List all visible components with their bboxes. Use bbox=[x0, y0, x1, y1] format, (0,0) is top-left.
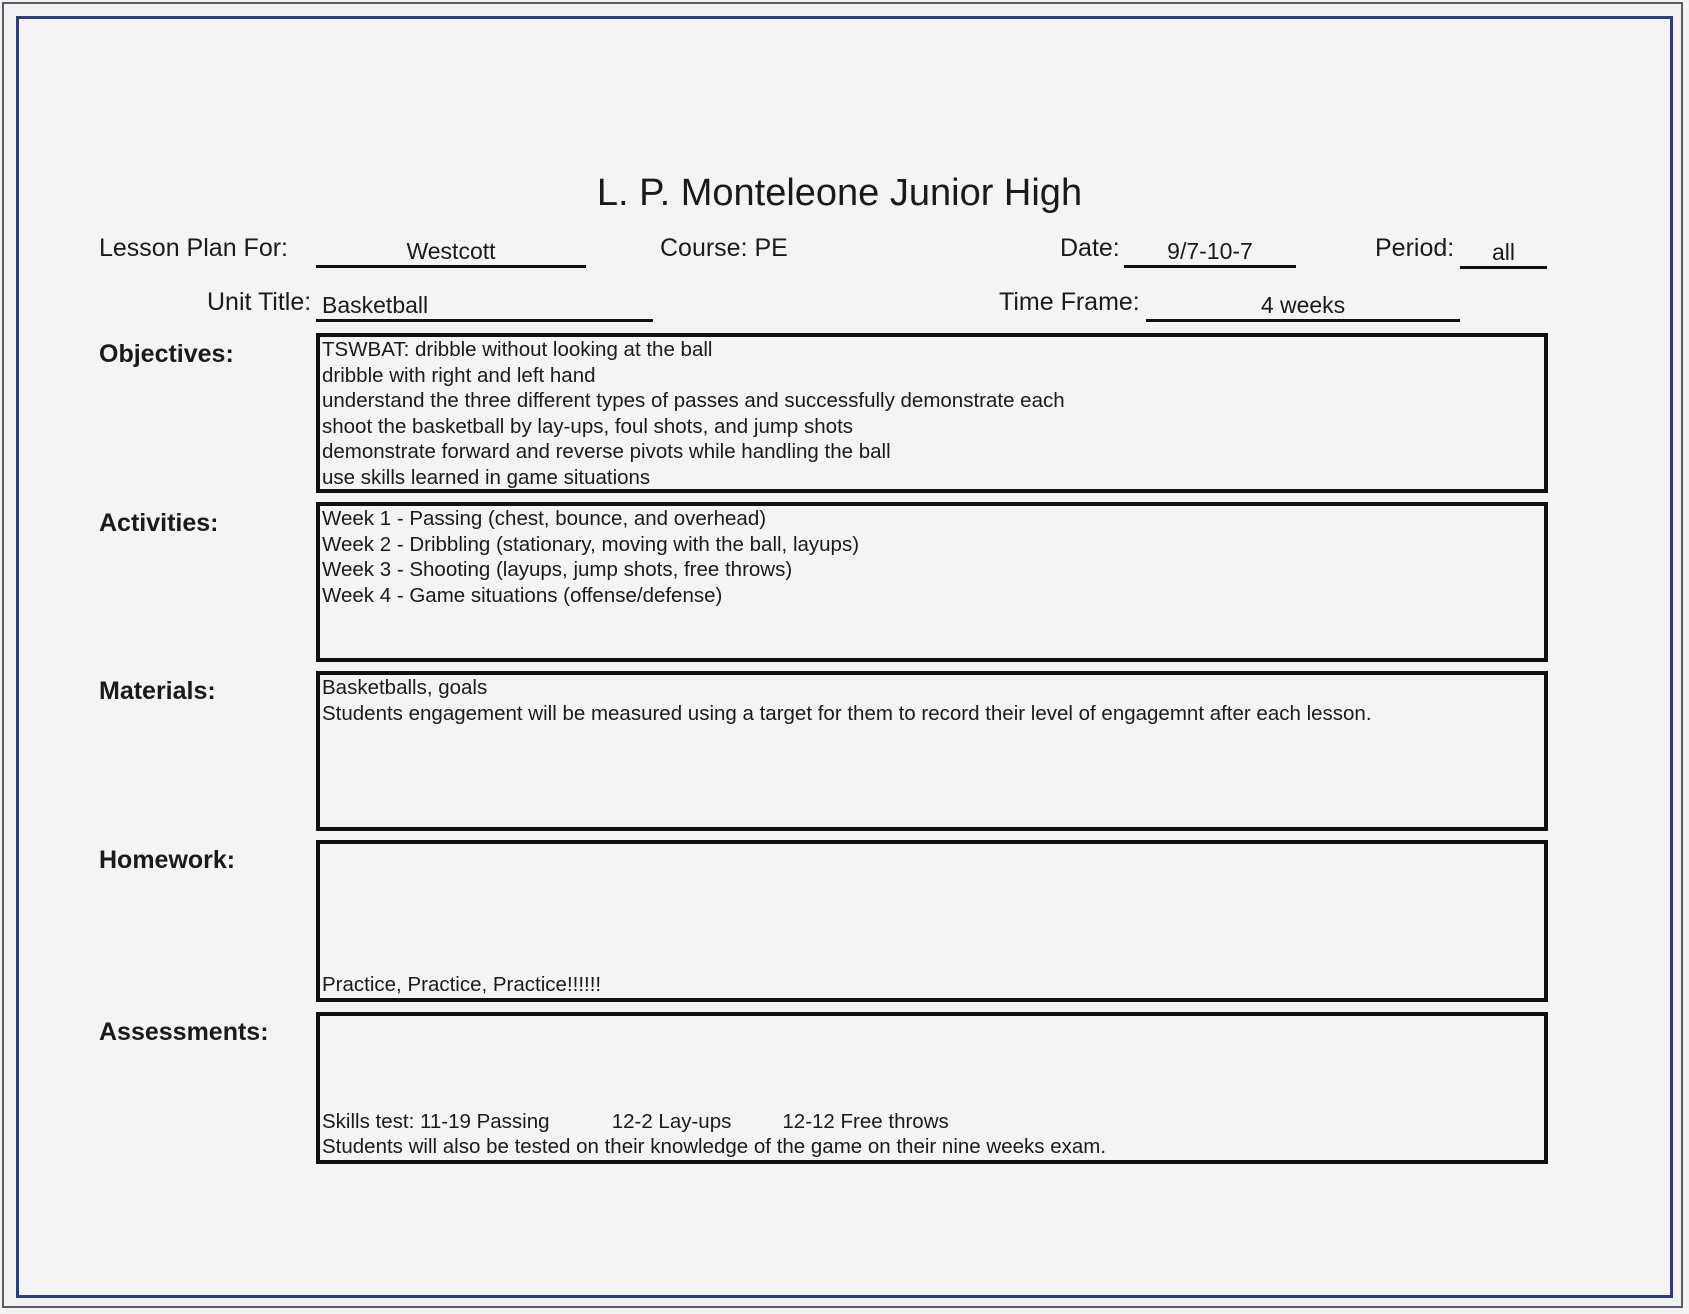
date-label: Date: bbox=[1060, 234, 1120, 262]
objectives-label: Objectives: bbox=[99, 340, 234, 368]
skills-test-free-throws: 12-12 Free throws bbox=[782, 1109, 949, 1133]
date-field: 9/7-10-7 bbox=[1124, 237, 1296, 268]
materials-box bbox=[316, 671, 1548, 831]
homework-line: Practice, Practice, Practice!!!!!! bbox=[322, 973, 602, 997]
lesson-plan-for-label: Lesson Plan For: bbox=[99, 234, 288, 262]
activities-box bbox=[316, 502, 1548, 662]
objectives-box bbox=[316, 333, 1548, 493]
objective-line: understand the three different types of passes and successfully demonstrate each bbox=[322, 389, 1065, 413]
document-page bbox=[16, 16, 1673, 1298]
objective-line: shoot the basketball by lay-ups, foul shots, and jump shots bbox=[322, 414, 854, 438]
time-frame-label: Time Frame: bbox=[999, 288, 1140, 316]
unit-title-label: Unit Title: bbox=[207, 288, 312, 316]
objective-line: use skills learned in game situations bbox=[322, 465, 651, 489]
assessments-label: Assessments: bbox=[99, 1018, 269, 1046]
skills-test-layups: 12-2 Lay-ups bbox=[611, 1109, 732, 1133]
assessment-exam-line: Students will also be tested on their knowledge of the game on their nine weeks exam. bbox=[322, 1135, 1107, 1159]
lesson-plan-for-field: Westcott bbox=[316, 237, 586, 268]
activity-line: Week 2 - Dribbling (stationary, moving with the ball, layups) bbox=[322, 532, 860, 556]
period-field: all bbox=[1460, 238, 1547, 269]
unit-title-field: Basketball bbox=[316, 291, 653, 322]
activities-label: Activities: bbox=[99, 509, 219, 537]
course-label: Course: PE bbox=[660, 234, 788, 262]
period-label: Period: bbox=[1375, 234, 1455, 262]
homework-label: Homework: bbox=[99, 846, 236, 874]
objective-line: dribble with right and left hand bbox=[322, 363, 596, 387]
materials-label: Materials: bbox=[99, 677, 216, 705]
activity-line: Week 1 - Passing (chest, bounce, and overhead) bbox=[322, 507, 767, 530]
activity-line: Week 3 - Shooting (layups, jump shots, free throws) bbox=[322, 558, 793, 582]
time-frame-field: 4 weeks bbox=[1146, 291, 1460, 322]
objective-line: demonstrate forward and reverse pivots while handling the ball bbox=[322, 440, 891, 464]
skills-test-passing: Skills test: 11-19 Passing bbox=[322, 1109, 550, 1133]
materials-line: Students engagement will be measured using a target for them to record their level of engagemnt after each lesson. bbox=[322, 701, 1372, 725]
homework-box bbox=[316, 840, 1548, 1002]
skills-test-line bbox=[322, 1109, 1542, 1135]
assessments-box bbox=[316, 1012, 1548, 1164]
materials-line: Basketballs, goals bbox=[322, 676, 488, 699]
objective-line: TSWBAT: dribble without looking at the ball bbox=[322, 338, 713, 361]
document-title: L. P. Monteleone Junior High bbox=[596, 172, 1083, 214]
activity-line: Week 4 - Game situations (offense/defense) bbox=[322, 583, 723, 607]
